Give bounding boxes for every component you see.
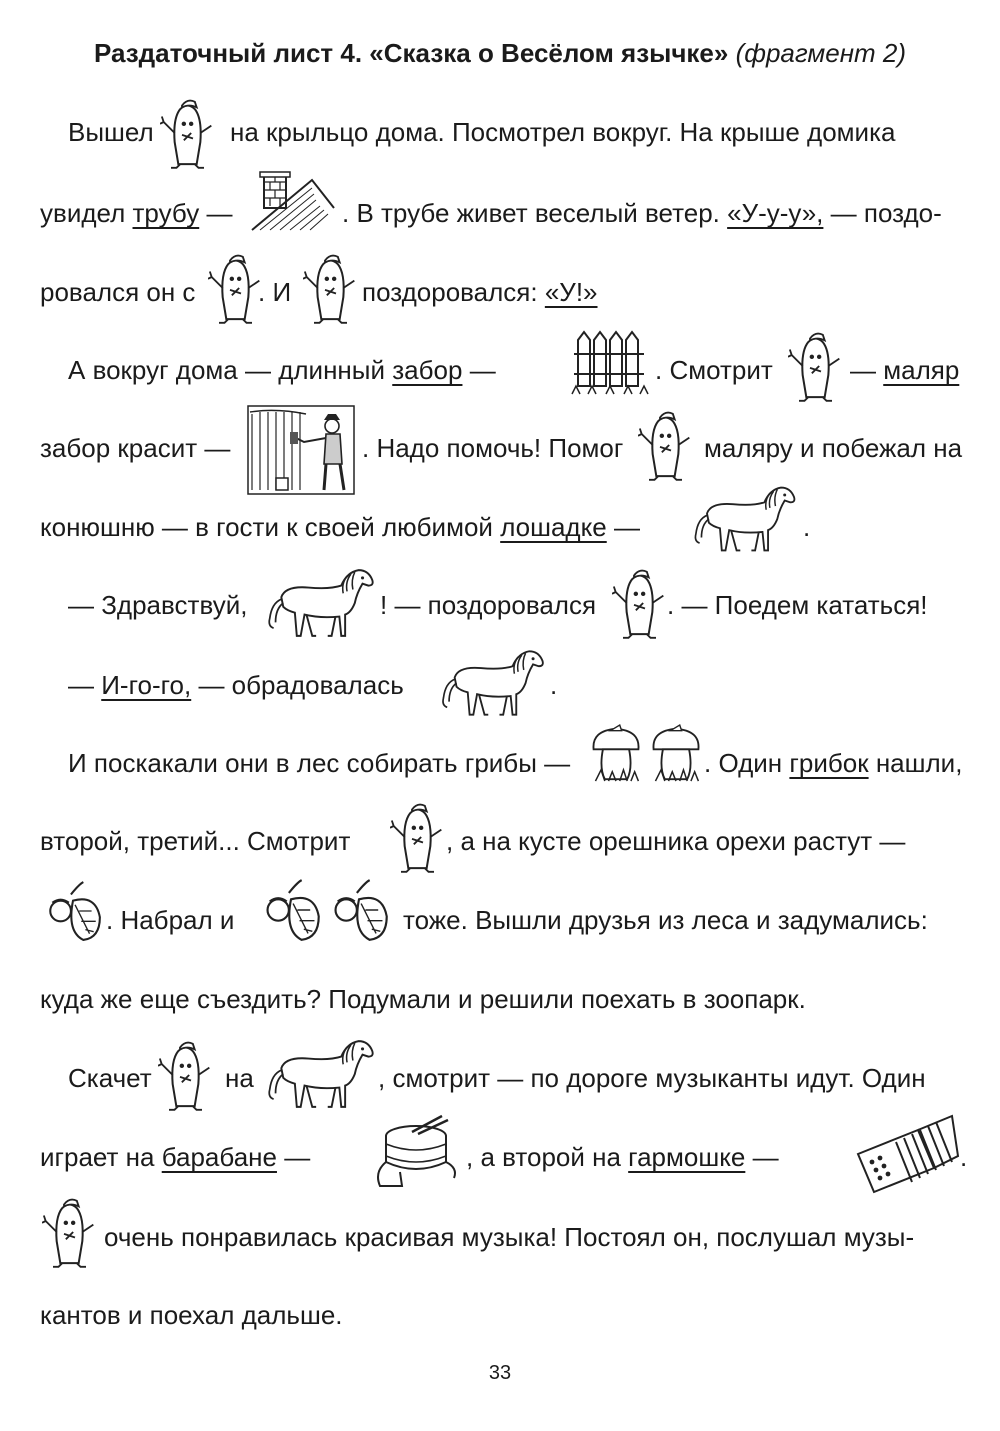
text: играет на	[40, 1142, 155, 1172]
text: .	[960, 1142, 968, 1172]
underlined-word: трубу	[132, 198, 200, 228]
p4-d	[550, 670, 557, 700]
text: И поскакали они в лес собирать грибы —	[68, 748, 571, 778]
text: . В трубе живет веселый ветер.	[342, 198, 720, 228]
text: — обрадовалась	[198, 670, 404, 700]
text: —	[850, 355, 876, 385]
text: увидел	[40, 198, 126, 228]
text: , а второй на	[466, 1142, 621, 1172]
p2-line3-a	[40, 512, 640, 542]
underlined-word: маляр	[883, 355, 960, 385]
roof-chimney-icon	[250, 170, 336, 232]
text: —	[284, 1142, 311, 1172]
text: . Набрал и	[106, 905, 235, 935]
hazelnut-icon	[40, 880, 106, 942]
text: .	[550, 670, 558, 700]
page-title	[0, 38, 1000, 69]
text: на	[225, 1063, 254, 1093]
text: ! — поздоровался	[380, 590, 597, 620]
p5-line1-a	[68, 748, 570, 778]
tongue-character-icon	[612, 564, 667, 642]
fence-icon	[570, 326, 650, 398]
text: —	[206, 198, 233, 228]
text: на крыльцо дома. Посмотрел вокруг. На крыше домика	[230, 117, 896, 147]
text: —	[68, 670, 94, 700]
title-subtitle: (фрагмент 2)	[735, 38, 907, 68]
p1-line1-end	[230, 117, 896, 147]
tongue-character-icon	[390, 798, 445, 876]
p6-line1-c	[378, 1063, 926, 1093]
p3-a	[68, 590, 247, 620]
text: очень понравилась красивая музыка! Постоял он, послушал музы-	[104, 1222, 915, 1252]
text: .	[803, 512, 811, 542]
p2-line2-c	[704, 433, 962, 463]
p2-line1-c	[850, 355, 959, 385]
drum-icon	[372, 1112, 460, 1192]
tongue-character-icon	[42, 1193, 97, 1271]
p3-b	[380, 590, 596, 620]
horse-icon	[262, 1034, 378, 1114]
text: . Надо помочь! Помог	[362, 433, 624, 463]
p4-a	[68, 670, 404, 700]
p6-line1-a	[68, 1063, 152, 1093]
text: А вокруг дома — длинный	[68, 355, 386, 385]
horse-icon	[262, 564, 378, 642]
tongue-character-icon	[160, 96, 215, 170]
text: . Один	[704, 748, 783, 778]
text: куда же еще съездить? Подумали и решили поехать в зоопарк.	[40, 984, 806, 1014]
p5-line2-a	[40, 826, 350, 856]
p6-line2-c	[960, 1142, 967, 1172]
p2-line3-b	[803, 512, 810, 542]
p2-line1-a	[68, 355, 496, 385]
page-number: 33	[488, 1362, 512, 1384]
text: , смотрит — по дороге музыканты идут. Один	[378, 1063, 926, 1093]
p1-line3-a	[40, 277, 195, 307]
p1-line3-c	[362, 277, 598, 307]
text: — поздо-	[830, 198, 942, 228]
text: кантов и поехал дальше.	[40, 1300, 343, 1330]
tongue-character-icon	[788, 327, 843, 405]
tongue-character-icon	[638, 406, 693, 484]
text: ровался он с	[40, 277, 196, 307]
mushroom-icon	[588, 718, 644, 790]
underlined-word: лошадке	[500, 512, 607, 542]
underlined-word: гармошке	[628, 1142, 746, 1172]
p6-line4	[40, 1300, 343, 1330]
text: . Смотрит	[655, 355, 773, 385]
text: Вышел	[68, 117, 154, 147]
text: поздоровался:	[362, 277, 538, 307]
underlined-word: «У!»	[544, 277, 598, 307]
p3-c	[667, 590, 928, 620]
tongue-character-icon	[158, 1036, 213, 1114]
painter-painting-fence-icon	[246, 404, 356, 496]
text: . — Поедем кататься!	[667, 590, 928, 620]
p6-line2-a	[40, 1142, 310, 1172]
p5-line4	[40, 984, 806, 1014]
p2-line1-b	[655, 355, 773, 385]
text: нашли,	[875, 748, 963, 778]
p1-line2-end	[342, 198, 942, 228]
underlined-word: барабане	[161, 1142, 277, 1172]
p1-line2-start	[40, 198, 232, 228]
text: —	[469, 355, 496, 385]
p1-line1-start	[68, 117, 154, 147]
horse-icon	[688, 482, 800, 556]
p5-line3-a	[106, 905, 234, 935]
text: тоже. Вышли друзья из леса и задумались:	[403, 905, 928, 935]
mushroom-icon	[648, 718, 704, 790]
underlined-word: «У-у-у»,	[727, 198, 824, 228]
horse-icon	[436, 645, 548, 721]
tongue-character-icon	[303, 250, 358, 326]
tongue-character-icon	[208, 250, 263, 326]
p5-line2-b	[446, 826, 905, 856]
text: — Здравствуй,	[68, 590, 248, 620]
p1-line3-b	[258, 277, 291, 307]
hazelnut-icon	[326, 878, 392, 942]
text: —	[752, 1142, 779, 1172]
hazelnut-icon	[258, 878, 324, 942]
text: забор красит —	[40, 433, 231, 463]
p5-line1-b	[704, 748, 962, 778]
p2-line2-b	[362, 433, 623, 463]
p6-line1-b	[225, 1063, 254, 1093]
accordion-icon	[852, 1106, 960, 1196]
p6-line2-b	[466, 1142, 779, 1172]
p2-line2-a	[40, 433, 230, 463]
title-main: Раздаточный лист 4. «Сказка о Весёлом язычке»	[93, 38, 729, 68]
text: второй, третий... Смотрит	[40, 826, 351, 856]
text: , а на кусте орешника орехи растут —	[446, 826, 906, 856]
underlined-word: И-го-го,	[101, 670, 192, 700]
text: —	[613, 512, 640, 542]
underlined-word: грибок	[789, 748, 869, 778]
text: конюшню — в гости к своей любимой	[40, 512, 493, 542]
p5-line3-b	[403, 905, 928, 935]
text: Скачет	[68, 1063, 152, 1093]
underlined-word: забор	[392, 355, 463, 385]
text: маляру и побежал на	[704, 433, 963, 463]
text: . И	[258, 277, 292, 307]
p6-line3	[104, 1222, 914, 1252]
